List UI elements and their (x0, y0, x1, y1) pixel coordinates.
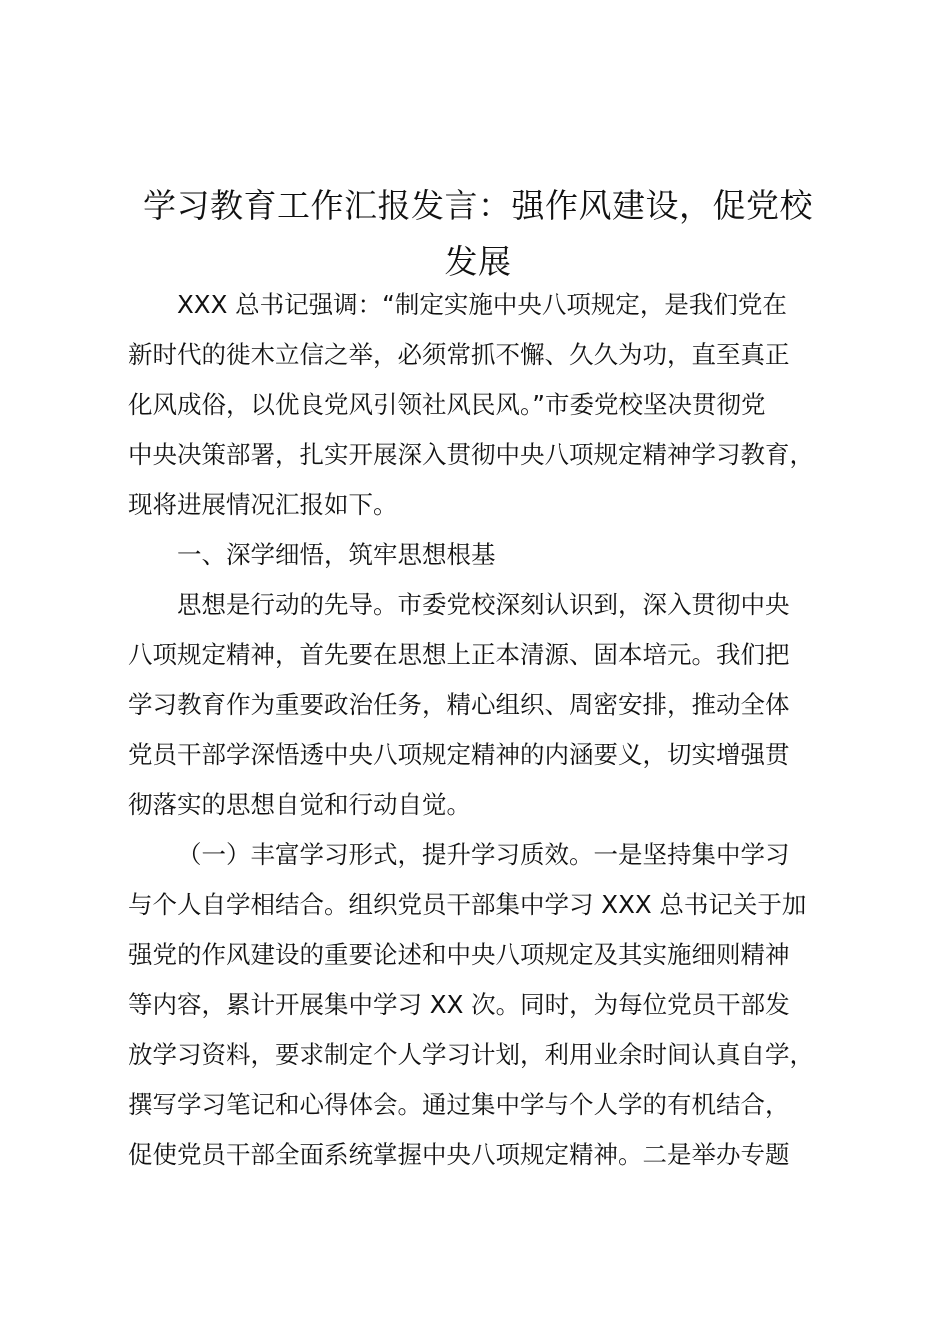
text-line: 八项规定精神，首先要在思想上正本清源、固本培元。我们把 (128, 640, 790, 669)
text-line: 化风成俗，以优良党风引领社风民风。”市委党校坚决贯彻党 (128, 390, 766, 419)
text-line: 党员干部学深悟透中央八项规定精神的内涵要义，切实增强贯 (128, 740, 790, 769)
text-line: 学习教育作为重要政治任务，精心组织、周密安排，推动全体 (128, 690, 790, 719)
document-title (118, 178, 838, 290)
text-line: 促使党员干部全面系统掌握中央八项规定精神。二是举办专题 (128, 1140, 790, 1169)
text-line: 彻落实的思想自觉和行动自觉。 (128, 790, 471, 819)
text-line: XXX 总书记强调：“制定实施中央八项规定，是我们党在 (177, 290, 787, 319)
text-line: 撰写学习笔记和心得体会。通过集中学与个人学的有机结合， (128, 1090, 790, 1119)
paragraph-study-forms (128, 830, 840, 1180)
text-line: 与个人自学相结合。组织党员干部集中学习 XXX 总书记关于加 (128, 890, 807, 919)
text-line: 等内容，累计开展集中学习 XX 次。同时，为每位党员干部发 (128, 990, 790, 1019)
text-line: 强党的作风建设的重要论述和中央八项规定及其实施细则精神 (128, 940, 790, 969)
heading-line: 一、深学细悟，筑牢思想根基 (177, 540, 496, 569)
text-line: 放学习资料，要求制定个人学习计划，利用业余时间认真自学， (128, 1040, 814, 1069)
document-body (128, 280, 840, 1180)
text-line: 新时代的徙木立信之举，必须常抓不懈、久久为功，直至真正 (128, 340, 790, 369)
text-line: （一）丰富学习形式，提升学习质效。一是坚持集中学习 (177, 840, 790, 869)
text-line: 思想是行动的先导。市委党校深刻认识到，深入贯彻中央 (177, 590, 790, 619)
text-line: 现将进展情况汇报如下。 (128, 490, 398, 519)
title-line: 发展 (444, 242, 512, 281)
section-heading (128, 530, 840, 580)
paragraph-intro (128, 280, 840, 530)
paragraph-thought (128, 580, 840, 830)
text-line: 中央决策部署，扎实开展深入贯彻中央八项规定精神学习教育， (128, 440, 814, 469)
title-line: 学习教育工作汇报发言：强作风建设，促党校 (143, 186, 813, 225)
